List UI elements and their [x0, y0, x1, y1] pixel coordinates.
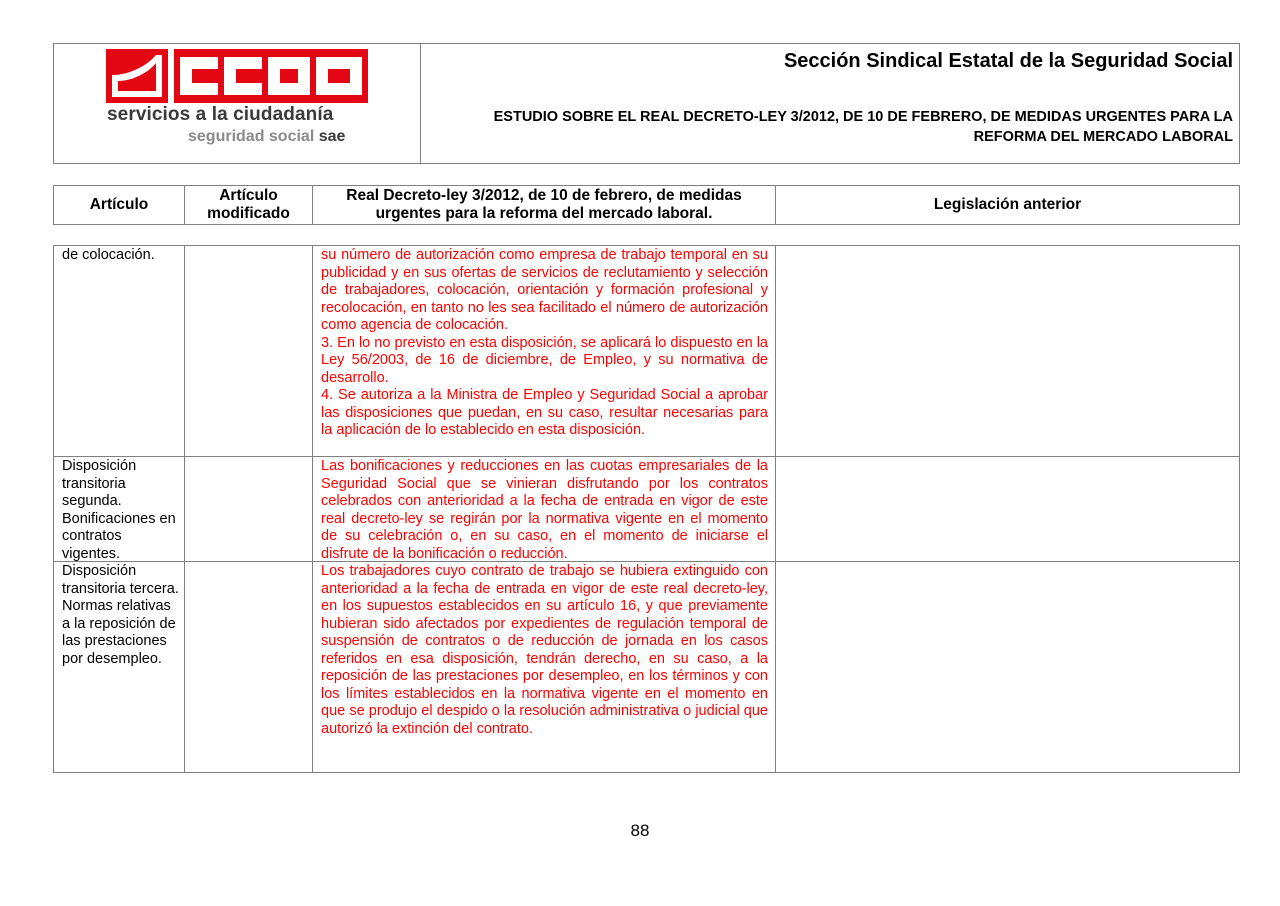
logo-subtagline: [188, 128, 345, 146]
table-row: [54, 246, 1239, 457]
column-header-row: [53, 185, 1240, 225]
cell-texto: [313, 562, 776, 772]
ccoo-logo-graphic-icon: [106, 49, 368, 103]
cell-articulo: Disposición transitoria tercera. Normas relativas a la reposición de las prestaciones por desempleo.: [54, 562, 185, 772]
document-header: [53, 43, 1240, 164]
cell-anterior: [776, 562, 1239, 772]
logo-tagline: servicios a la ciudadanía: [107, 104, 334, 125]
page-subtitle: ESTUDIO SOBRE EL REAL DECRETO-LEY 3/2012, DE 10 DE FEBRERO, DE MEDIDAS URGENTES PARA LA REFORMA DEL MERCADO LABORAL: [493, 109, 1233, 145]
cell-anterior: [776, 457, 1239, 561]
page-number: 88: [630, 821, 650, 840]
logo-subtagline-suffix: sae: [318, 128, 346, 145]
page-title: Sección Sindical Estatal de la Seguridad Social: [783, 50, 1233, 72]
column-header-articulo-modificado: Artículo modificado: [185, 186, 313, 224]
paragraph: 4. Se autoriza a la Ministra de Empleo y Seguridad Social a aprobar las disposiciones que puedan, en su caso, resultar necesarias para la aplicación de lo establecido en esta disposición.: [321, 387, 768, 438]
cell-modificado: [185, 457, 313, 561]
header-divider: [420, 44, 421, 163]
column-header-articulo: Artículo: [54, 186, 185, 224]
ccoo-logo: [54, 44, 420, 163]
table-row: [54, 457, 1239, 562]
cell-articulo: Disposición transitoria segunda. Bonificaciones en contratos vigentes.: [54, 457, 185, 561]
paragraph: Los trabajadores cuyo contrato de trabajo se hubiera extinguido con anterioridad a la fecha de entrada en vigor de este real decreto-ley, en los supuestos establecidos en su artículo 16, y que previamente hubieran sido afectados por expedientes de regulación temporal de suspensión de contratos o de reducción de jornada en los casos referidos en esa disposición, tendrán derecho, en su caso, a la reposición de las prestaciones por desempleo, en los términos y con los límites establecidos en la normativa vigente en el momento en que se produjo el despido o la resolución administrativa o judicial que autorizó la extinción del contrato.: [321, 563, 768, 737]
cell-texto: [313, 457, 776, 561]
paragraph: 3. En lo no previsto en esta disposición, se aplicará lo dispuesto en la Ley 56/2003, de 16 de diciembre, de Empleo, y su normativa de desarrollo.: [321, 334, 768, 386]
paragraph: su número de autorización como empresa de trabajo temporal en su publicidad y en sus ofertas de servicios de reclutamiento y selección de trabajadores, colocación, orientación y formación profesional y recolocación, en tanto no les sea facilitado el número de autorización como agencia de colocación.: [321, 247, 768, 333]
paragraph: Las bonificaciones y reducciones en las cuotas empresariales de la Seguridad Social que se vinieran disfrutando por los contratos celebrados con anterioridad a la fecha de entrada en vigor de este real decreto-ley se regirán por la normativa vigente en el momento de su celebración o, en su caso, en el momento de iniciarse el disfrute de la bonificación o reducción.: [321, 458, 768, 562]
cell-modificado: [185, 562, 313, 772]
column-header-real-decreto: Real Decreto-ley 3/2012, de 10 de febrero, de medidas urgentes para la reforma del mercado laboral.: [313, 186, 776, 224]
cell-anterior: [776, 246, 1239, 456]
table-row: [54, 562, 1239, 772]
column-header-legislacion-anterior: Legislación anterior: [933, 196, 1082, 213]
cell-modificado: [185, 246, 313, 456]
cell-texto: [313, 246, 776, 456]
logo-subtagline-main: seguridad social: [188, 128, 315, 145]
cell-articulo: de colocación.: [54, 246, 185, 456]
content-table: [53, 245, 1240, 773]
